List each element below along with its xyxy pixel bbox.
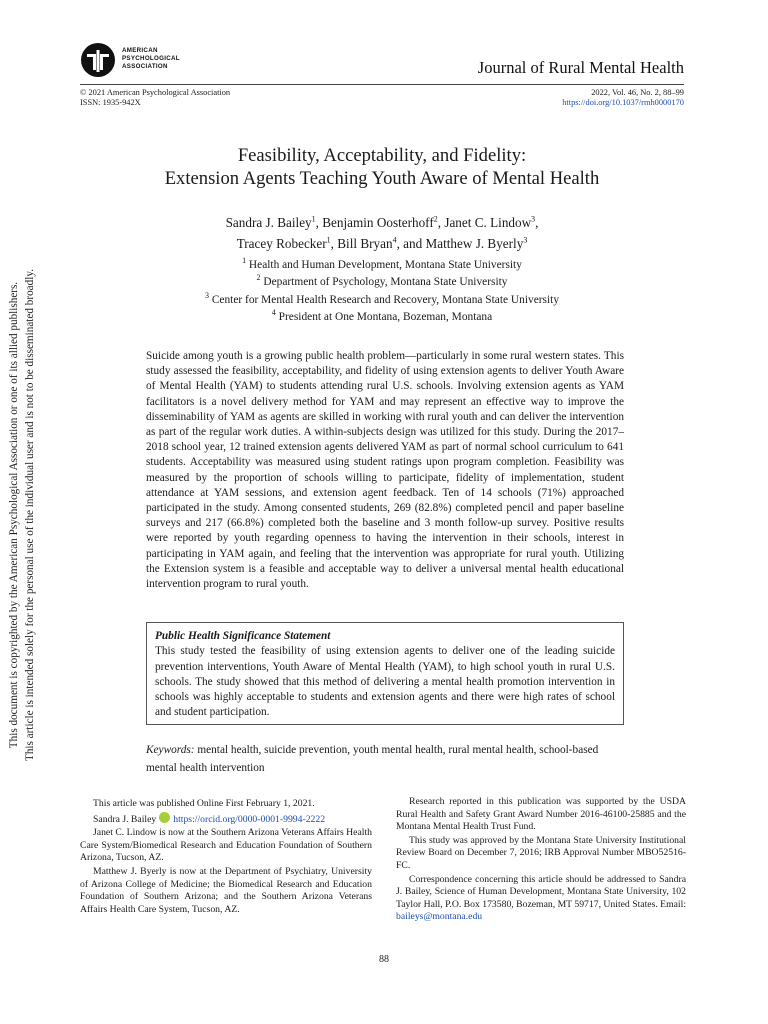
apa-logo-icon: [80, 42, 116, 78]
author-sup: 3: [523, 235, 528, 245]
copyright-side-notice: [6, 255, 42, 775]
doi-link[interactable]: https://doi.org/10.1037/rmh0000170: [562, 98, 684, 107]
logo-line-3: ASSOCIATION: [122, 62, 168, 70]
volume-line: 2022, Vol. 46, No. 2, 88–99: [591, 88, 684, 97]
author-sup: 4: [392, 235, 397, 245]
author-name: Matthew J. Byerly: [425, 236, 524, 251]
author-list: [80, 212, 684, 254]
logo-line-1: AMERICAN: [122, 47, 158, 54]
keywords: [146, 741, 624, 777]
affiliation-sup: 4: [271, 308, 276, 318]
apa-logo-text: [122, 47, 180, 70]
keywords-label: Keywords:: [146, 744, 195, 756]
author-name: Janet C. Lindow: [444, 215, 532, 230]
orcid-icon: [159, 812, 170, 823]
affiliation-item: [80, 309, 684, 326]
affiliation-item: [80, 257, 684, 274]
footnotes-left-column: [80, 798, 372, 917]
orcid-note: [80, 812, 372, 827]
title-line-2: Extension Agents Teaching Youth Aware of Mental Health: [164, 168, 600, 189]
affiliation-text: Health and Human Development, Montana State University: [248, 259, 522, 271]
author-and: and: [403, 236, 423, 251]
author-name: Sandra J. Bailey: [225, 215, 312, 230]
side-notice-line-1: This document is copyrighted by the American Psychological Association or one of its allied publishers.: [8, 281, 20, 749]
lindow-note: Janet C. Lindow is now at the Southern Arizona Veterans Affairs Health Care System/Biomedical Research and Education Foundation of Southern Arizona, Tucson, AZ.: [80, 827, 372, 864]
affiliation-text: President at One Montana, Bozeman, Montana: [278, 310, 493, 323]
funding-note: Research reported in this publication was supported by the USDA Rural Health and Safety Grant Award Number 2016-46100-25885 and the Montana Mental Health Trust Fund.: [396, 796, 686, 833]
header-left-meta: [80, 88, 230, 108]
copyright-line: © 2021 American Psychological Association: [80, 88, 231, 97]
keywords-text: mental health, suicide prevention, youth mental health, rural mental health, school-based mental health intervention: [146, 744, 599, 774]
journal-name: Journal of Rural Mental Health: [477, 58, 684, 77]
significance-body: This study tested the feasibility of using extension agents to deliver one of the leading suicide prevention interventions, Youth Aware of Mental Health (YAM), to high school youth in rural U.S. schools. The study showed that this method of delivering a mental health promotion intervention in schools was highly acceptable to students and extension agents and there were high rates of school and student participation.: [155, 645, 615, 719]
correspondence-text: Correspondence concerning this article should be addressed to Sandra J. Bailey, Science of Human Development, Montana State University, 102 Taylor Hall, P.O. Box 173580, Bozeman, MT 59717, United States. Email:: [396, 873, 687, 910]
author-sup: 1: [326, 235, 331, 245]
title-line-1: Feasibility, Acceptability, and Fidelity:: [237, 145, 527, 166]
affiliation-item: [80, 292, 684, 309]
header-rule: [80, 84, 684, 85]
abstract: Suicide among youth is a growing public health problem—particularly in some rural western states. This study assessed the feasibility, acceptability, and fidelity of using extension agents to deliver Youth Aware of Mental Health (YAM) to students attending rural U.S. schools. Involving extension agents as YAM facilitators is a novel delivery method for YAM and may represent an effective way to improve the disseminability of YAM as agents are skilled in working with rural youth and can deliver the intervention as part of the regular work duties. A within-subjects design was utilized for this study. During the 2017–2018 school year, 12 trained extension agents delivered YAM as part of normal school curriculum to 641 students. Acceptability was measured using student ratings upon program completion. Feasibility was measured by the proportion of schools willing to participate, fidelity of implementation, student attendance at YAM sessions, and extension agent feedback. Ten of 14 schools (71%) approached participated in the study. Among consented students, 269 (82.8%) completed pencil and paper baseline surveys and 217 (66.8%) completed both the baseline and 3 month follow-up survey. Positive results were reported by youth regarding openness to having the intervention in their schools, interest in participating in YAM again, and feeling that the intervention was appropriate for rural youth. Utilizing the Extension system is a feasible and acceptable way to deliver a universal mental health educational intervention program to rural youth.: [146, 350, 624, 591]
significance-title: Public Health Significance Statement: [155, 630, 331, 642]
author-sup: 1: [311, 214, 316, 224]
published-note: This article was published Online First February 1, 2021.: [93, 798, 315, 809]
side-notice-line-2: This article is intended solely for the personal use of the individual user and is not to be disseminated broadly.: [24, 268, 36, 762]
logo-line-2: PSYCHOLOGICAL: [122, 54, 180, 62]
correspondence-note: [396, 874, 686, 924]
irb-note: This study was approved by the Montana State University Institutional Review Board on December 7, 2016; IRB Approval Number MBO52516-FC.: [396, 834, 686, 871]
author-sup: 3: [531, 214, 536, 224]
apa-logo: [80, 42, 200, 78]
author-name: Benjamin Oosterhoff: [322, 215, 434, 230]
affiliation-item: [80, 274, 684, 291]
article-title: [80, 144, 684, 190]
affiliation-sup: 3: [204, 290, 209, 300]
affiliation-text: Center for Mental Health Research and Recovery, Montana State University: [211, 293, 560, 306]
author-sup: 2: [433, 214, 438, 224]
significance-statement-box: [146, 622, 624, 725]
footnotes-right-column: [396, 796, 686, 925]
affiliation-sup: 1: [242, 256, 247, 266]
author-line-2: Tracey Robecker$^1$, Bill Bryan$^4$, and Matthew J. Byerly$^3$: [236, 235, 528, 251]
page-number: 88: [379, 954, 389, 965]
orcid-link[interactable]: https://orcid.org/0000-0001-9994-2222: [173, 813, 326, 825]
affiliation-list: [80, 257, 684, 326]
issn-line: ISSN: 1935-942X: [80, 98, 141, 107]
affiliation-text: Department of Psychology, Montana State University: [263, 276, 508, 289]
affiliation-sup: 2: [256, 273, 261, 283]
email-link[interactable]: baileys@montana.edu: [396, 911, 483, 923]
author-name: Tracey Robecker: [236, 236, 327, 251]
author-line-1: Sandra J. Bailey$^1$, Benjamin Oosterhoff$^2$, Janet C. Lindow$^3$,: [225, 214, 539, 230]
orcid-author: Sandra J. Bailey: [93, 813, 157, 825]
byerly-note: Matthew J. Byerly is now at the Department of Psychiatry, University of Arizona College of Medicine; the Biomedical Research and Education Foundation of Southern Arizona; and the Southern Arizona Veterans Affairs Health Care System, Tucson, AZ.: [80, 865, 372, 915]
author-name: Bill Bryan: [337, 236, 393, 251]
header-right-meta: [562, 88, 684, 108]
